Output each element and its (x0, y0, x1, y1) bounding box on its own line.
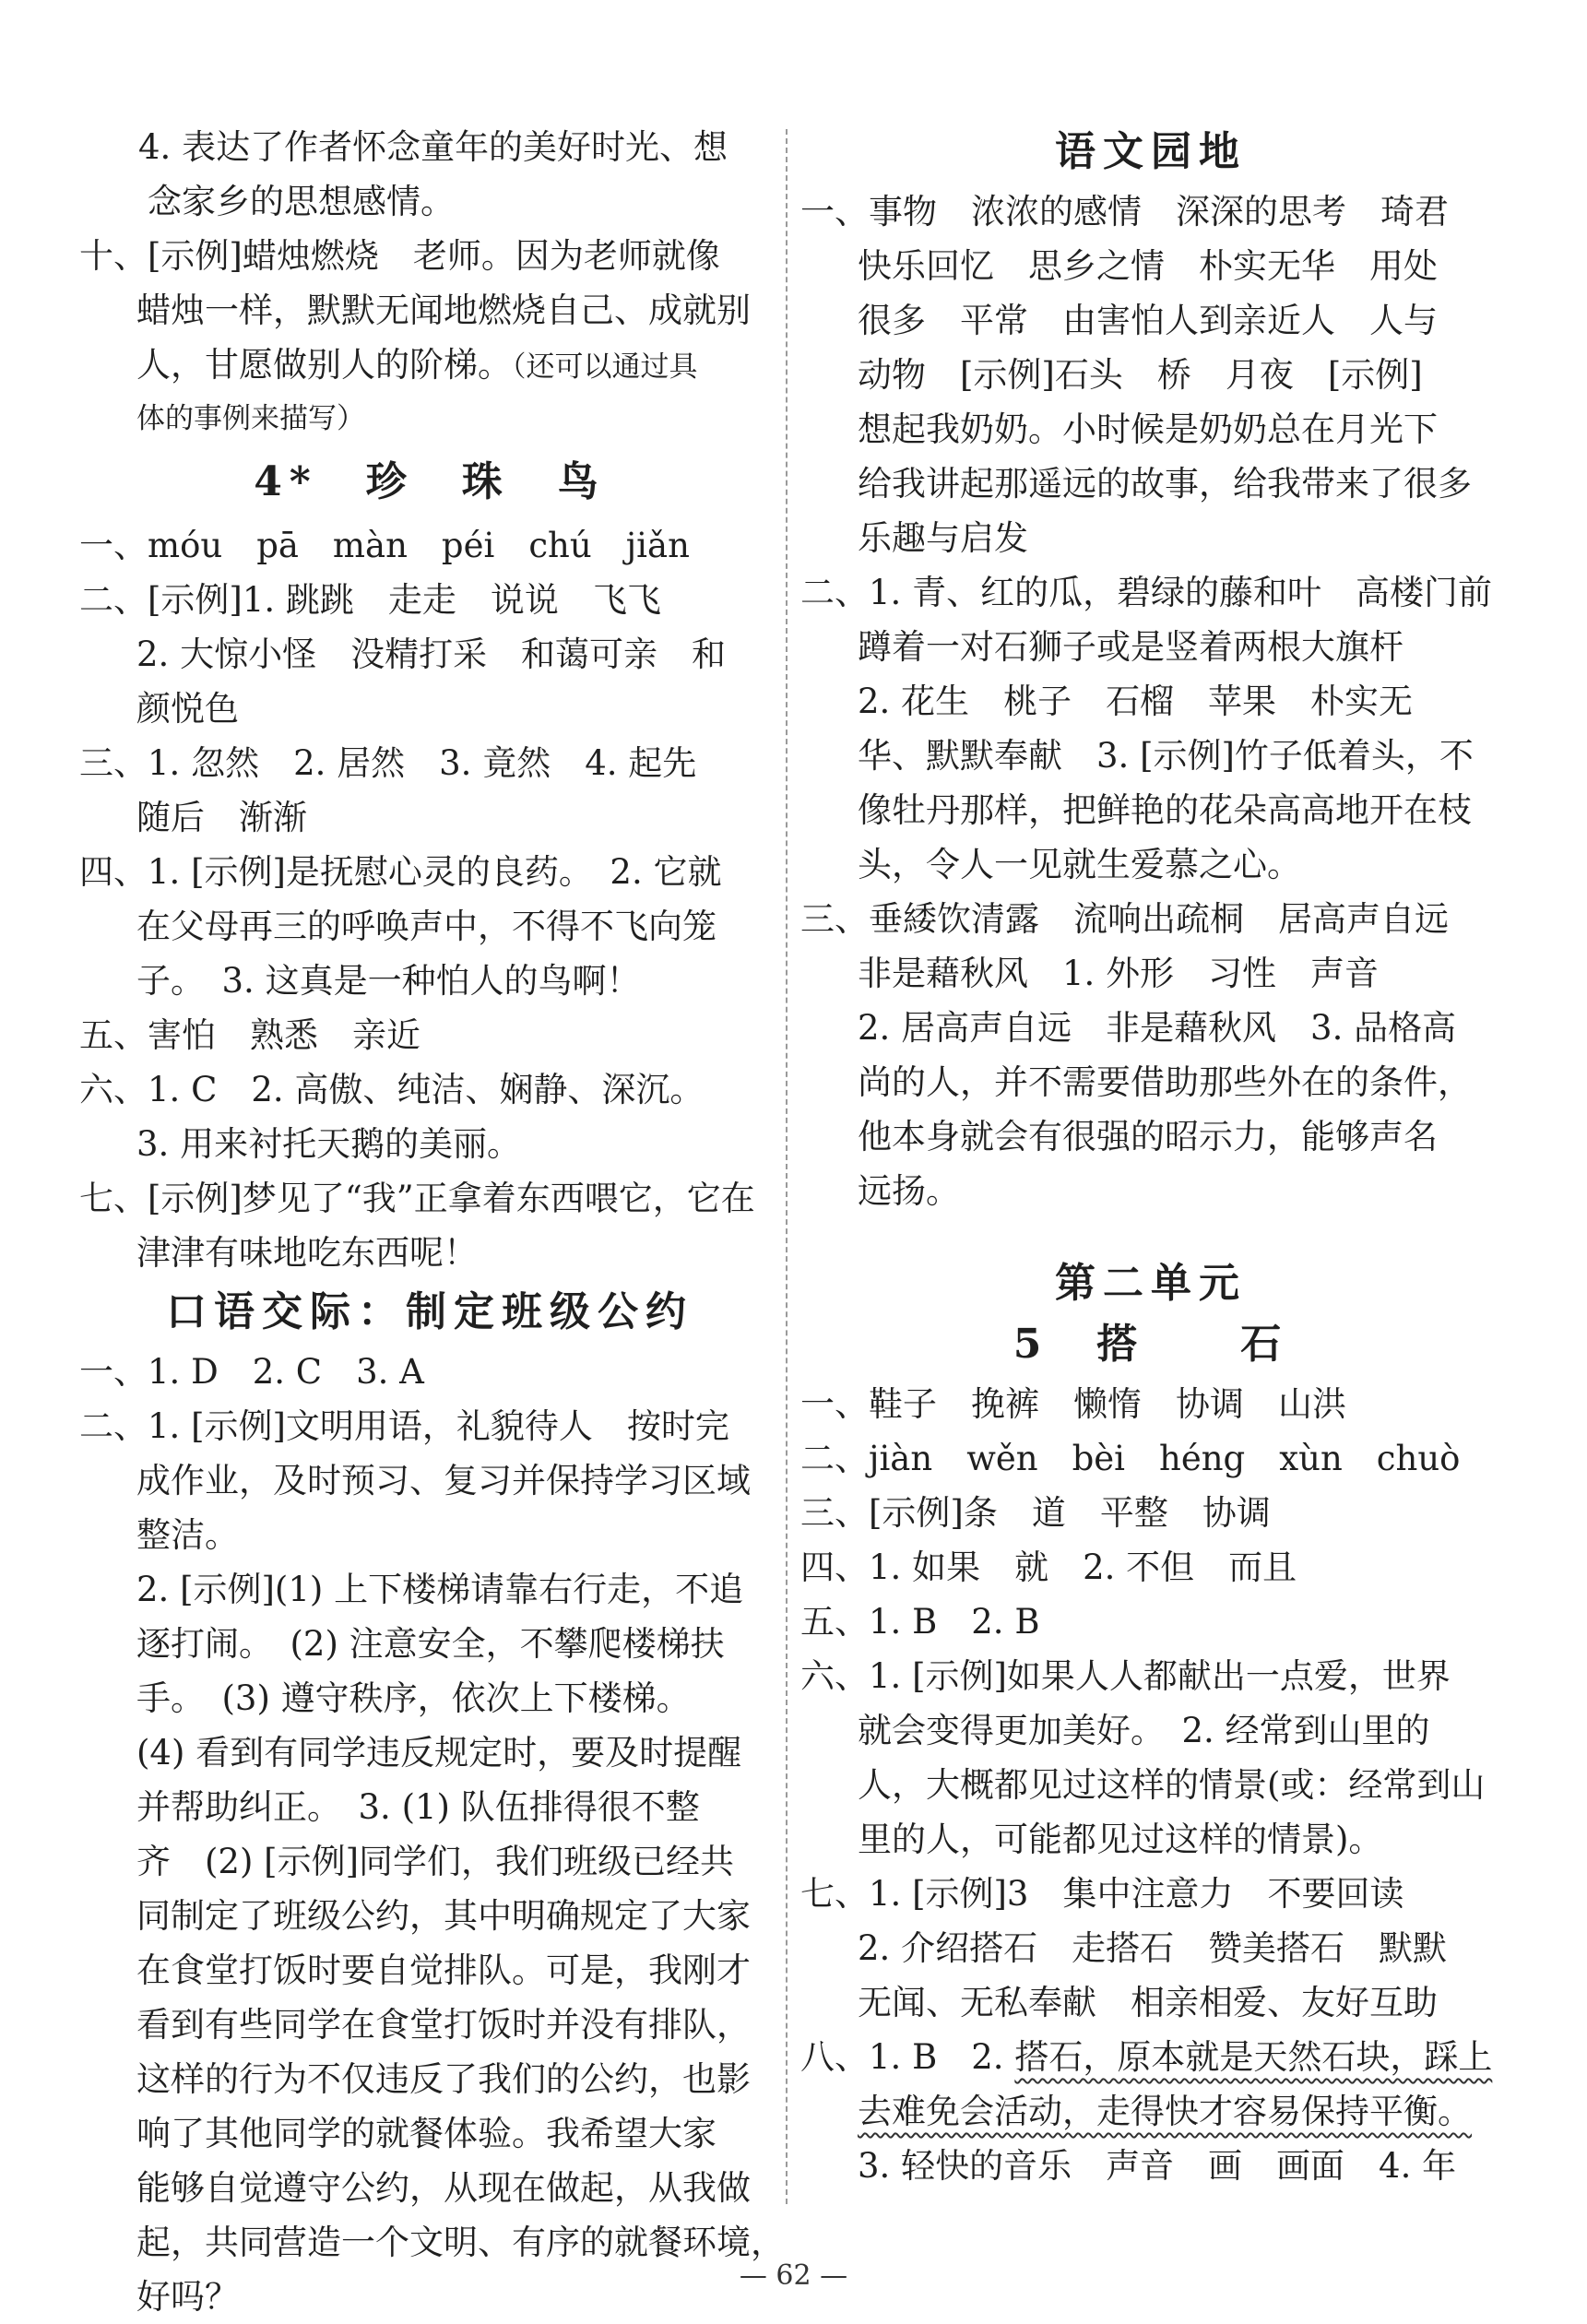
answer-line (79, 338, 780, 392)
answer-line: 看到有些同学在食堂打饭时并没有排队， (136, 2005, 751, 2045)
answer-line: 一、鞋子 挽裤 懒惰 协调 山洪 (800, 1384, 1346, 1424)
answer-line: 非是藉秋风 1. 外形 习性 声音 (858, 954, 1380, 993)
answer-line: 成作业，及时预习、复习并保持学习区域 (136, 1461, 751, 1500)
answer-line: 给我讲起那遥远的故事，给我带来了很多 (858, 464, 1472, 504)
answer-line: 蜡烛一样，默默无闻地燃烧自己、成就别 (136, 290, 751, 330)
answer-line: 一、móu pā màn péi chú jiǎn (79, 526, 690, 565)
answer-line: 二、1. 青、红的瓜，碧绿的藤和叶 高楼门前 (800, 573, 1493, 612)
answer-line: 颜悦色 (136, 689, 239, 729)
answer-text: 八、1. B 2. (800, 2037, 1015, 2077)
answer-line: 五、1. B 2. B (800, 1602, 1040, 1642)
answer-line: 2. 大惊小怪 没精打采 和蔼可亲 和 (136, 634, 727, 674)
answer-line: 逐打闹。 (2) 注意安全，不攀爬楼梯扶 (136, 1624, 725, 1664)
page-number: — 62 — (739, 2259, 848, 2292)
answer-line: 3. 用来衬托天鹅的美丽。 (136, 1124, 522, 1164)
answer-line: 起，共同营造一个文明、有序的就餐环境， (136, 2223, 785, 2262)
answer-line: 响了其他同学的就餐体验。我希望大家 (136, 2114, 717, 2153)
answer-line: 七、[示例]梦见了“我”正拿着东西喂它，它在 (79, 1179, 755, 1218)
answer-line: 随后 渐渐 (136, 798, 307, 837)
answer-note: （还可以通过具 (512, 350, 698, 384)
answer-line: 他本身就会有很强的昭示力，能够声名 (858, 1117, 1438, 1156)
answer-line: 蹲着一对石狮子或是竖着两根大旗杆 (858, 627, 1403, 667)
column-divider (786, 129, 788, 2204)
answer-line: 乐趣与启发 (858, 518, 1028, 558)
answer-line: 体的事例来描写） (136, 402, 365, 435)
answer-line: 像牡丹那样，把鲜艳的花朵高高地开在枝 (858, 790, 1472, 830)
answer-line: 在父母再三的呼唤声中，不得不飞向笼 (136, 907, 717, 946)
section-title-oral-communication: 口语交际：制定班级公约 (166, 1288, 693, 1335)
answer-line: 二、jiàn wěn bèi héng xùn chuò (800, 1439, 1461, 1478)
answer-line: 就会变得更加美好。 2. 经常到山里的 (858, 1711, 1430, 1750)
answer-line: 里的人，可能都见过这样的情景)。 (858, 1820, 1383, 1859)
answer-line: (4) 看到有同学违反规定时，要及时提醒 (136, 1733, 742, 1773)
answer-line: 2. 介绍搭石 走搭石 赞美搭石 默默 (858, 1928, 1448, 1968)
answer-line: 同制定了班级公约，其中明确规定了大家 (136, 1896, 751, 1936)
lesson-title-stepping-stones: 5 搭 石 (1013, 1321, 1289, 1368)
answer-line: 三、[示例]条 道 平整 协调 (800, 1493, 1271, 1533)
answer-line: 能够自觉遵守公约，从现在做起，从我做 (136, 2168, 751, 2208)
answer-line: 好吗？ (136, 2277, 239, 2317)
answer-line: 六、1. [示例]如果人人都献出一点爱，世界 (800, 1656, 1451, 1696)
answer-line: 四、1. [示例]是抚慰心灵的良药。 2. 它就 (79, 852, 722, 892)
answer-line: 这样的行为不仅违反了我们的公约，也影 (136, 2059, 751, 2099)
answer-line: 4. 表达了作者怀念童年的美好时光、想 (138, 127, 728, 167)
section-title-chinese-garden: 语文园地 (1055, 128, 1247, 175)
answer-line: 人，大概都见过这样的情景(或：经常到山 (858, 1765, 1486, 1805)
answer-line: 很多 平常 由害怕人到亲近人 人与 (858, 301, 1438, 340)
answer-line: 二、[示例]1. 跳跳 走走 说说 飞飞 (79, 580, 661, 620)
lesson-title-pearl-bird: 4* 珍 珠 鸟 (254, 458, 606, 505)
answer-line: 无闻、无私奉献 相亲相爱、友好互助 (858, 1983, 1438, 2022)
answer-line (800, 2084, 1501, 2139)
answer-line: 想起我奶奶。小时候是奶奶总在月光下 (858, 409, 1438, 449)
answer-line: 整洁。 (136, 1515, 239, 1555)
answer-line: 快乐回忆 思乡之情 朴实无华 用处 (858, 246, 1438, 286)
answer-line: 手。 (3) 遵守秩序，依次上下楼梯。 (136, 1678, 691, 1718)
answer-line: 齐 (2) [示例]同学们，我们班级已经共 (136, 1842, 735, 1881)
answer-line: 四、1. 如果 就 2. 不但 而且 (800, 1547, 1297, 1587)
answer-line: 一、1. D 2. C 3. A (79, 1352, 424, 1392)
wavy-underlined-answer: 搭石，原本就是天然石块，踩上 (1014, 2037, 1493, 2077)
answer-line: 头，令人一见就生爱慕之心。 (858, 845, 1301, 884)
answer-line: 一、事物 浓浓的感情 深深的思考 琦君 (800, 192, 1449, 231)
answer-line: 3. 轻快的音乐 声音 画 画面 4. 年 (858, 2146, 1457, 2186)
answer-line: 在食堂打饭时要自觉排队。可是，我刚才 (136, 1951, 751, 1990)
unit-title: 第二单元 (1055, 1260, 1247, 1307)
answer-line: 华、默默奉献 3. [示例]竹子低着头，不 (858, 736, 1474, 776)
answer-line: 津津有味地吃东西呢！ (136, 1233, 478, 1273)
answer-line: 三、垂緌饮清露 流响出疏桐 居高声自远 (800, 899, 1449, 939)
answer-line: 六、1. C 2. 高傲、纯洁、娴静、深沉。 (79, 1070, 705, 1109)
answer-line: 子。 3. 这真是一种怕人的鸟啊！ (136, 961, 641, 1001)
wavy-underlined-answer: 去难免会活动，走得快才容易保持平衡。 (858, 2092, 1472, 2131)
answer-line: 动物 [示例]石头 桥 月夜 [示例] (858, 355, 1423, 395)
answer-line: 2. 花生 桃子 石榴 苹果 朴实无 (858, 682, 1414, 721)
right-column (800, 120, 1501, 2193)
answer-line: 并帮助纠正。 3. (1) 队伍排得很不整 (136, 1787, 700, 1827)
answer-line: 念家乡的思想感情。 (148, 182, 455, 221)
answer-line: 远扬。 (858, 1171, 960, 1211)
answer-line: 尚的人，并不需要借助那些外在的条件， (858, 1062, 1472, 1102)
answer-text: 人，甘愿做别人的阶梯。 (136, 345, 512, 385)
left-column (79, 120, 785, 2324)
answer-line (800, 2030, 1501, 2084)
answer-line: 2. [示例](1) 上下楼梯请靠右行走，不追 (136, 1570, 744, 1609)
answer-line: 五、害怕 熟悉 亲近 (79, 1015, 420, 1055)
answer-line: 七、1. [示例]3 集中注意力 不要回读 (800, 1874, 1404, 1914)
answer-line: 2. 居高声自远 非是藉秋风 3. 品格高 (858, 1008, 1457, 1048)
answer-line: 三、1. 忽然 2. 居然 3. 竟然 4. 起先 (79, 743, 697, 783)
answer-line: 十、[示例]蜡烛燃烧 老师。因为老师就像 (79, 236, 720, 276)
answer-line: 二、1. [示例]文明用语，礼貌待人 按时完 (79, 1406, 729, 1446)
